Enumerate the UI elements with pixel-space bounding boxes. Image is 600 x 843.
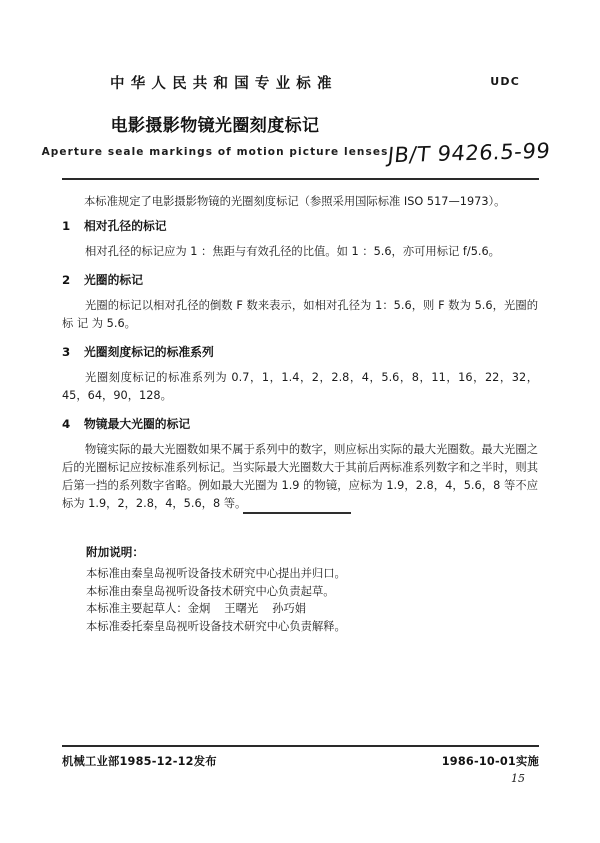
- appendix-line-drafters: [86, 600, 506, 618]
- section-2-number: 2: [62, 273, 71, 287]
- udc-label: UDC: [490, 75, 520, 88]
- section-1: [62, 217, 538, 261]
- drafter-name-2: 王曙光: [224, 602, 259, 615]
- national-standard-label: 中华人民共和国专业标准: [110, 76, 338, 92]
- appendix-title: 附加说明：: [86, 545, 144, 559]
- drafter-name-3: 孙巧娟: [272, 602, 307, 615]
- drafters-label: 本标准主要起草人：: [86, 602, 188, 615]
- section-1-heading-text: 相对孔径的标记: [84, 219, 167, 233]
- section-3-number: 3: [62, 345, 71, 359]
- section-4-heading-text: 物镜最大光圈的标记: [84, 417, 191, 431]
- appendix-line-proposer: 本标准由秦皇岛视听设备技术研究中心提出并归口。: [86, 567, 346, 580]
- section-4-number: 4: [62, 417, 71, 431]
- section-2-heading-text: 光圈的标记: [84, 273, 143, 287]
- section-4: [62, 415, 538, 513]
- scope-paragraph: 本标准规定了电影摄影物镜的光圈刻度标记（参照采用国际标准 ISO 517—1973）。: [84, 195, 506, 208]
- header-divider: [62, 178, 539, 180]
- appendix-block: [86, 544, 506, 635]
- page-number: 15: [511, 772, 525, 785]
- drafter-name-1: 金炯: [187, 602, 211, 615]
- header-row: [62, 72, 540, 94]
- section-3-heading-text: 光圈刻度标记的标准系列: [84, 345, 214, 359]
- page-subtitle-english: Aperture seale markings of motion picture lenses: [41, 146, 389, 158]
- footer-divider: [62, 745, 539, 747]
- section-3-heading: [62, 343, 538, 360]
- section-3-body: 光圈刻度标记的标准系列为 0.7，1，1.4，2，2.8，4，5.6，8，11，16，22，32，45，64，90，128。: [62, 371, 538, 402]
- appendix-line-drafting-org: 本标准由秦皇岛视听设备技术研究中心负责起草。: [86, 584, 335, 598]
- section-2: [62, 271, 538, 333]
- section-1-heading: [62, 217, 538, 234]
- section-divider: [243, 512, 351, 514]
- section-4-body: 物镜实际的最大光圈数如果不属于系列中的数字，则应标出实际的最大光圈数。最大光圈之后的光圈标记应按标准系列标记。当实际最大光圈数大于其前后两标准系列数字和之半时，则其后第一挡的系列数字省略。例如最大光圈为 1.9 的物镜，应标为 1.9，2.8，4，5.6，8 等不应标为 1.9，2，2.8，4，5.6，8 等。: [62, 443, 538, 510]
- section-3: [62, 343, 538, 405]
- standard-number-handwritten: JB/T 9426.5-99: [386, 138, 552, 168]
- section-1-body: 相对孔径的标记应为 1 ：焦距与有效孔径的比值。如 1 ：5.6，亦可用标记 f/5.6。: [85, 245, 500, 258]
- section-1-number: 1: [62, 219, 71, 233]
- section-4-heading: [62, 415, 538, 432]
- section-2-heading: [62, 271, 538, 288]
- footer-effective-text: 1986-10-01实施: [441, 755, 539, 768]
- footer-issued-text: 机械工业部1985-12-12发布: [62, 755, 217, 768]
- section-2-body: 光圈的标记以相对孔径的倒数 F 数来表示，如相对孔径为 1：5.6，则 F 数为 5.6，光圈的标 记 为 5.6。: [62, 299, 538, 330]
- page-title: 电影摄影物镜光圈刻度标记: [110, 116, 320, 136]
- appendix-line-interpreter: 本标准委托秦皇岛视听设备技术研究中心负责解释。: [86, 619, 346, 633]
